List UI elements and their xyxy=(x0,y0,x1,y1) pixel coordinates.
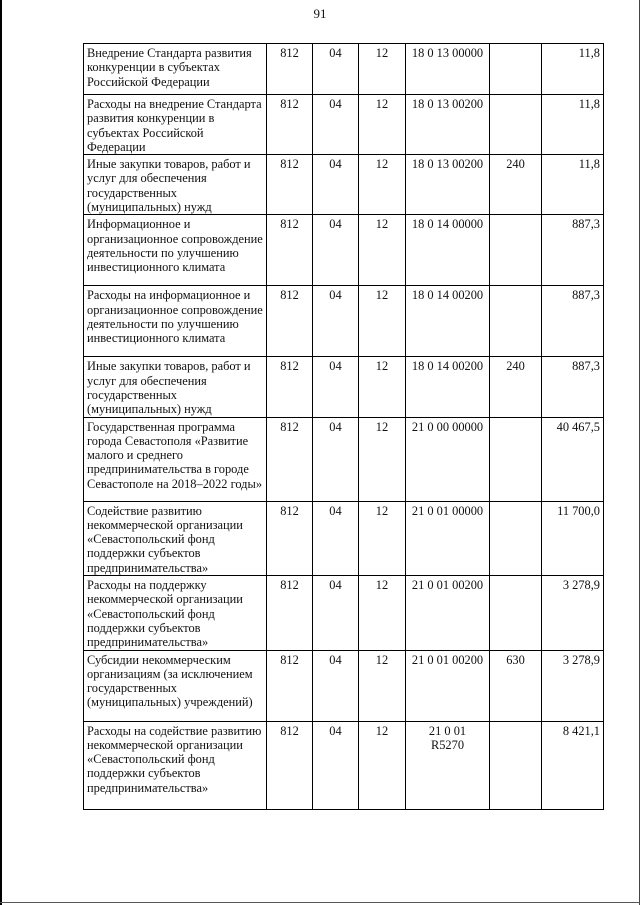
budget-table-body xyxy=(84,44,604,810)
row-csr-code-cell: 18 0 13 00200 xyxy=(406,95,490,155)
row-name-cell: Расходы на внедрение Стандарта развития конкуренции в субъектах Российской Федерации xyxy=(84,95,267,155)
row-csr-code-cell: 21 0 00 00000 xyxy=(406,417,490,501)
row-csr-code-cell: 21 0 01 00200 xyxy=(406,576,490,650)
row-rz-code-cell: 04 xyxy=(313,215,359,286)
row-vr-code-cell xyxy=(490,417,542,501)
row-gr-code-cell: 812 xyxy=(267,215,313,286)
row-name-cell: Содействие развитию некоммерческой организации «Севастопольский фонд поддержки субъектов предпринимательства» xyxy=(84,501,267,575)
row-pr-code-cell: 12 xyxy=(359,155,406,215)
row-gr-code-cell: 812 xyxy=(267,417,313,501)
row-sum-cell: 11,8 xyxy=(542,95,604,155)
row-rz-code-cell: 04 xyxy=(313,721,359,809)
row-name-cell: Государственная программа города Севастополя «Развитие малого и среднего предпринимательства в городе Севастополе на 2018–2022 годы» xyxy=(84,417,267,501)
table-row xyxy=(84,155,604,215)
row-gr-code-cell: 812 xyxy=(267,155,313,215)
row-csr-code-cell: 21 0 01 R5270 xyxy=(406,721,490,809)
row-pr-code-cell: 12 xyxy=(359,286,406,357)
row-vr-code-cell: 630 xyxy=(490,650,542,721)
budget-table xyxy=(83,43,604,810)
table-row xyxy=(84,95,604,155)
row-csr-code-cell: 21 0 01 00000 xyxy=(406,501,490,575)
row-csr-code-cell: 18 0 14 00200 xyxy=(406,286,490,357)
row-rz-code-cell: 04 xyxy=(313,576,359,650)
page-number: 91 xyxy=(313,6,327,21)
row-rz-code-cell: 04 xyxy=(313,501,359,575)
table-row xyxy=(84,286,604,357)
row-csr-code-cell: 18 0 13 00000 xyxy=(406,44,490,95)
scan-left-edge xyxy=(0,0,2,905)
row-sum-cell: 887,3 xyxy=(542,215,604,286)
row-sum-cell: 11,8 xyxy=(542,155,604,215)
table-row xyxy=(84,650,604,721)
row-sum-cell: 887,3 xyxy=(542,286,604,357)
row-name-cell: Расходы на информационное и организационное сопровождение деятельности по улучшению инвестиционного климата xyxy=(84,286,267,357)
row-name-cell: Внедрение Стандарта развития конкуренции в субъектах Российской Федерации xyxy=(84,44,267,95)
row-gr-code-cell: 812 xyxy=(267,721,313,809)
row-sum-cell: 3 278,9 xyxy=(542,650,604,721)
row-vr-code-cell xyxy=(490,95,542,155)
row-rz-code-cell: 04 xyxy=(313,44,359,95)
row-gr-code-cell: 812 xyxy=(267,44,313,95)
row-rz-code-cell: 04 xyxy=(313,286,359,357)
row-pr-code-cell: 12 xyxy=(359,215,406,286)
row-sum-cell: 40 467,5 xyxy=(542,417,604,501)
row-gr-code-cell: 812 xyxy=(267,576,313,650)
row-gr-code-cell: 812 xyxy=(267,650,313,721)
row-pr-code-cell: 12 xyxy=(359,501,406,575)
row-csr-code-cell: 18 0 13 00200 xyxy=(406,155,490,215)
table-row xyxy=(84,215,604,286)
row-sum-cell: 11,8 xyxy=(542,44,604,95)
row-gr-code-cell: 812 xyxy=(267,501,313,575)
row-rz-code-cell: 04 xyxy=(313,650,359,721)
row-sum-cell: 887,3 xyxy=(542,357,604,417)
row-pr-code-cell: 12 xyxy=(359,417,406,501)
row-vr-code-cell xyxy=(490,286,542,357)
row-name-cell: Субсидии некоммерческим организациям (за исключением государственных (муниципальных) учреждений) xyxy=(84,650,267,721)
row-vr-code-cell: 240 xyxy=(490,357,542,417)
row-pr-code-cell: 12 xyxy=(359,357,406,417)
table-row xyxy=(84,417,604,501)
table-row xyxy=(84,501,604,575)
row-name-cell: Иные закупки товаров, работ и услуг для обеспечения государственных (муниципальных) нужд xyxy=(84,357,267,417)
row-rz-code-cell: 04 xyxy=(313,155,359,215)
row-sum-cell: 11 700,0 xyxy=(542,501,604,575)
row-rz-code-cell: 04 xyxy=(313,357,359,417)
row-name-cell: Расходы на поддержку некоммерческой организации «Севастопольский фонд поддержки субъектов предпринимательства» xyxy=(84,576,267,650)
table-row xyxy=(84,576,604,650)
row-vr-code-cell xyxy=(490,44,542,95)
table-row xyxy=(84,721,604,809)
row-name-cell: Информационное и организационное сопровождение деятельности по улучшению инвестиционного климата xyxy=(84,215,267,286)
row-rz-code-cell: 04 xyxy=(313,417,359,501)
row-gr-code-cell: 812 xyxy=(267,286,313,357)
row-gr-code-cell: 812 xyxy=(267,95,313,155)
row-sum-cell: 3 278,9 xyxy=(542,576,604,650)
row-pr-code-cell: 12 xyxy=(359,576,406,650)
row-csr-code-cell: 18 0 14 00000 xyxy=(406,215,490,286)
scan-bottom-edge xyxy=(0,902,640,903)
row-pr-code-cell: 12 xyxy=(359,721,406,809)
table-row xyxy=(84,44,604,95)
row-gr-code-cell: 812 xyxy=(267,357,313,417)
row-vr-code-cell: 240 xyxy=(490,155,542,215)
row-sum-cell: 8 421,1 xyxy=(542,721,604,809)
row-vr-code-cell xyxy=(490,576,542,650)
row-csr-code-cell: 18 0 14 00200 xyxy=(406,357,490,417)
row-pr-code-cell: 12 xyxy=(359,95,406,155)
row-name-cell: Иные закупки товаров, работ и услуг для обеспечения государственных (муниципальных) нужд xyxy=(84,155,267,215)
row-name-cell: Расходы на содействие развитию некоммерческой организации «Севастопольский фонд поддержки субъектов предпринимательства» xyxy=(84,721,267,809)
row-pr-code-cell: 12 xyxy=(359,44,406,95)
row-vr-code-cell xyxy=(490,501,542,575)
row-pr-code-cell: 12 xyxy=(359,650,406,721)
row-rz-code-cell: 04 xyxy=(313,95,359,155)
row-csr-code-cell: 21 0 01 00200 xyxy=(406,650,490,721)
row-vr-code-cell xyxy=(490,721,542,809)
row-vr-code-cell xyxy=(490,215,542,286)
table-row xyxy=(84,357,604,417)
